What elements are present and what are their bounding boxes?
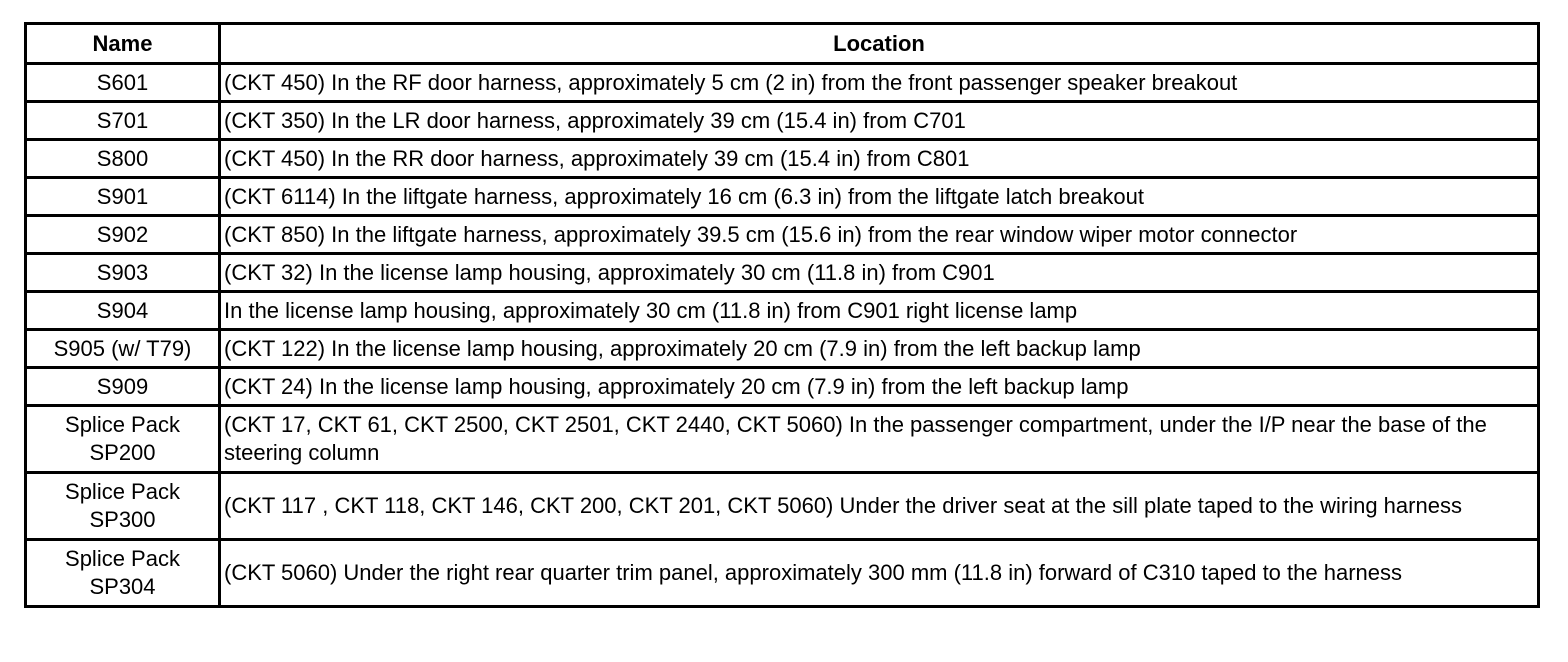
- table-row: [26, 140, 1539, 178]
- table-row: [26, 540, 1539, 607]
- splice-name-line: Splice Pack: [65, 412, 180, 437]
- splice-location-cell: (CKT 122) In the license lamp housing, approximately 20 cm (7.9 in) from the left backup lamp: [220, 330, 1539, 368]
- table-row: [26, 178, 1539, 216]
- splice-location-cell: In the license lamp housing, approximately 30 cm (11.8 in) from C901 right license lamp: [220, 292, 1539, 330]
- splice-name-line: Splice Pack: [65, 479, 180, 504]
- splice-location-cell: (CKT 117 , CKT 118, CKT 146, CKT 200, CKT 201, CKT 5060) Under the driver seat at the sill plate taped to the wiring harness: [220, 473, 1539, 540]
- splice-name-cell: [26, 473, 220, 540]
- table-row: [26, 330, 1539, 368]
- splice-location-cell: (CKT 450) In the RF door harness, approximately 5 cm (2 in) from the front passenger speaker breakout: [220, 64, 1539, 102]
- table-row: [26, 254, 1539, 292]
- splice-location-cell: (CKT 6114) In the liftgate harness, approximately 16 cm (6.3 in) from the liftgate latch breakout: [220, 178, 1539, 216]
- splice-name-cell: S800: [26, 140, 220, 178]
- table-body: [26, 64, 1539, 607]
- splice-name-cell: S904: [26, 292, 220, 330]
- splice-location-cell: (CKT 850) In the liftgate harness, approximately 39.5 cm (15.6 in) from the rear window wiper motor connector: [220, 216, 1539, 254]
- splice-location-cell: (CKT 350) In the LR door harness, approximately 39 cm (15.4 in) from C701: [220, 102, 1539, 140]
- splice-name-cell: [26, 540, 220, 607]
- splice-name-cell: S701: [26, 102, 220, 140]
- splice-name-cell: S601: [26, 64, 220, 102]
- header-name: Name: [26, 24, 220, 64]
- table-row: [26, 368, 1539, 406]
- splice-name-cell: S905 (w/ T79): [26, 330, 220, 368]
- splice-name-line: SP200: [89, 440, 156, 465]
- splice-location-cell: (CKT 24) In the license lamp housing, approximately 20 cm (7.9 in) from the left backup lamp: [220, 368, 1539, 406]
- splice-location-cell: (CKT 450) In the RR door harness, approximately 39 cm (15.4 in) from C801: [220, 140, 1539, 178]
- table-row: [26, 473, 1539, 540]
- splice-name-cell: S909: [26, 368, 220, 406]
- splice-name-cell: S903: [26, 254, 220, 292]
- splice-location-cell: (CKT 5060) Under the right rear quarter trim panel, approximately 300 mm (11.8 in) forward of C310 taped to the harness: [220, 540, 1539, 607]
- table-header-row: [26, 24, 1539, 64]
- splice-name-cell: [26, 406, 220, 473]
- splice-location-table: [24, 22, 1540, 608]
- table-row: [26, 406, 1539, 473]
- table-row: [26, 292, 1539, 330]
- splice-name-line: SP300: [89, 507, 156, 532]
- splice-name-cell: S902: [26, 216, 220, 254]
- table-row: [26, 64, 1539, 102]
- table-row: [26, 102, 1539, 140]
- splice-name-line: Splice Pack: [65, 546, 180, 571]
- splice-name-cell: S901: [26, 178, 220, 216]
- header-location: Location: [220, 24, 1539, 64]
- splice-location-cell: (CKT 32) In the license lamp housing, approximately 30 cm (11.8 in) from C901: [220, 254, 1539, 292]
- table-row: [26, 216, 1539, 254]
- splice-location-cell: (CKT 17, CKT 61, CKT 2500, CKT 2501, CKT 2440, CKT 5060) In the passenger compartment, under the I/P near the base of the steering column: [220, 406, 1539, 473]
- splice-name-line: SP304: [89, 574, 156, 599]
